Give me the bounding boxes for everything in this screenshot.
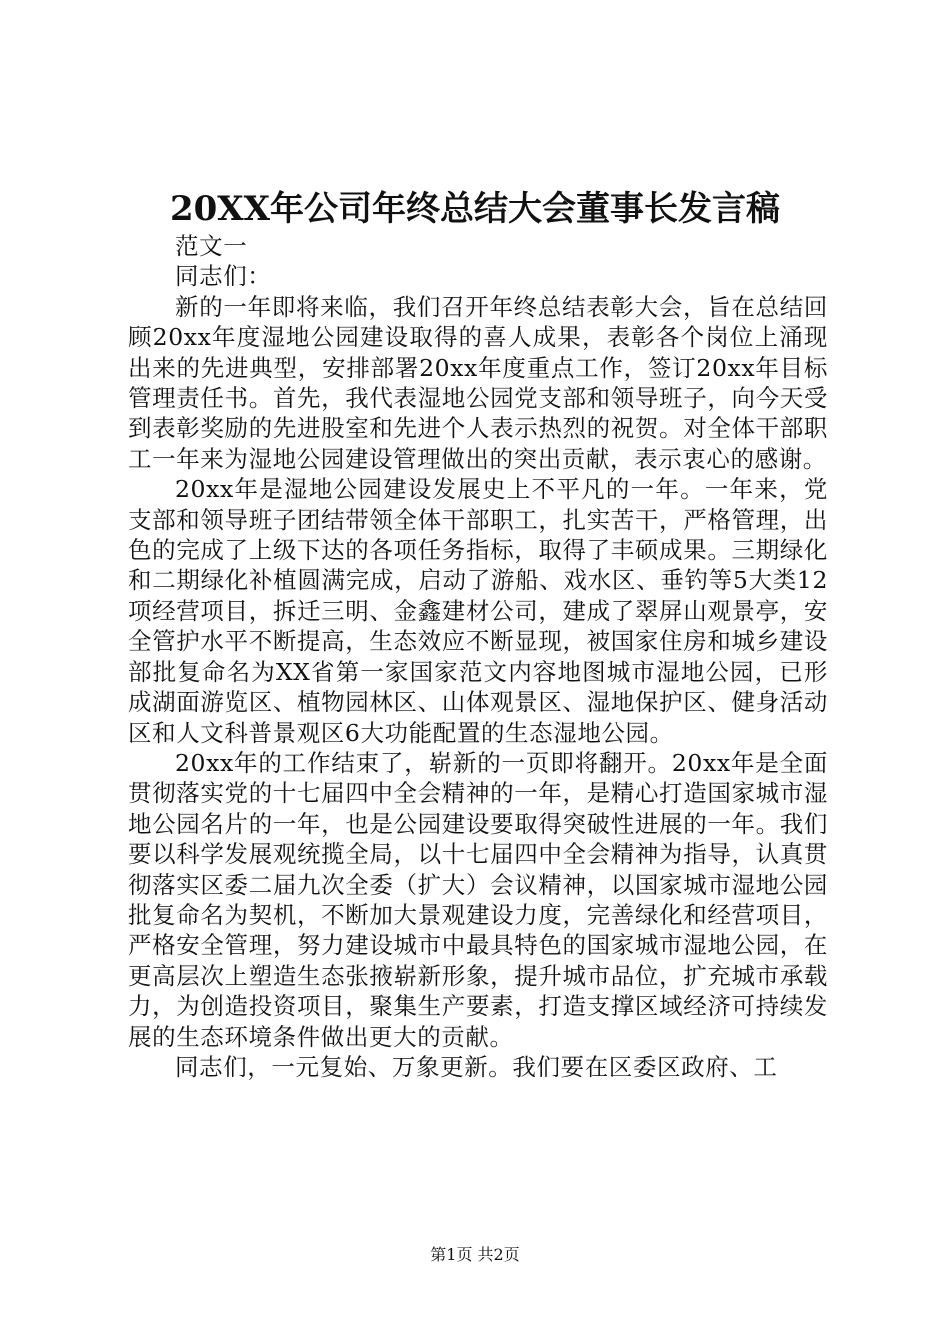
sample-label: 范文一 — [175, 232, 248, 260]
paragraph-3: 20xx年的工作结束了，崭新的一页即将翻开。20xx年是全面贯彻落实党的十七届四中全会精神的一年，是精心打造国家城市湿地公园名片的一年，也是公园建设要取得突破性进展的一年。我们要以科学发展观统揽全局，以十七届四中全会精神为指导，认真贯彻落实区委二届九次全委（扩大）会议精神，以国家城市湿地公园批复命名为契机，不断加大景观建设力度，完善绿化和经营项目，严格安全管理，努力建设城市中最具特色的国家城市湿地公园，在更高层次上塑造生态张掖崭新形象，提升城市品位，扩充城市承载力，为创造投资项目，聚集生产要素，打造支撑区域经济可持续发展的生态环境条件做出更大的贡献。 — [128, 748, 828, 1051]
paragraph-1: 新的一年即将来临，我们召开年终总结表彰大会，旨在总结回顾20xx年度湿地公园建设取得的喜人成果，表彰各个岗位上涌现出来的先进典型，安排部署20xx年度重点工作，签订20xx年目标管理责任书。首先，我代表湿地公园党支部和领导班子，向今天受到表彰奖励的先进股室和先进个人表示热烈的祝贺。对全体干部职工一年来为湿地公园建设管理做出的突出贡献，表示衷心的感谢。 — [128, 292, 828, 473]
salutation: 同志们： — [175, 262, 272, 291]
document-title: 20XX年公司年终总结大会董事长发言稿 — [169, 189, 781, 229]
document-body — [128, 231, 828, 1082]
page-footer: 第1页 共2页 — [430, 1245, 520, 1264]
paragraph-2: 20xx年是湿地公园建设发展史上不平凡的一年。一年来，党支部和领导班子团结带领全体干部职工，扎实苦干，严格管理，出色的完成了上级下达的各项任务指标，取得了丰硕成果。三期绿化和二期绿化补植圆满完成，启动了游船、戏水区、垂钓等5大类12项经营项目，拆迁三明、金鑫建材公司，建成了翠屏山观景亭，安全管护水平不断提高，生态效应不断显现，被国家住房和城乡建设部批复命名为XX省第一家国家范文内容地图城市湿地公园，已形成湖面游览区、植物园林区、山体观景区、湿地保护区、健身活动区和人文科普景观区6大功能配置的生态湿地公园。 — [128, 475, 828, 747]
paragraph-4: 同志们，一元复始、万象更新。我们要在区委区政府、工 — [175, 1052, 778, 1081]
